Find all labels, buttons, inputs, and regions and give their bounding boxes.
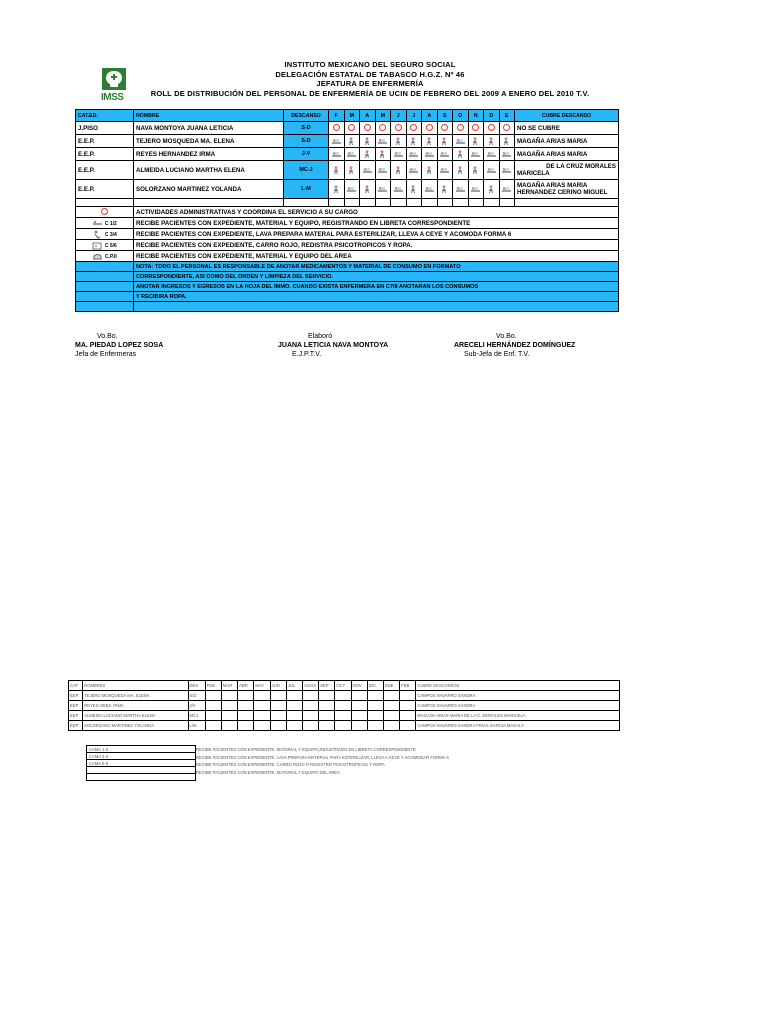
nurse-icon [362, 137, 373, 146]
legend-text: RECIBE PACIENTES CON EXPEDIENTE, CARRO ROJO, REDISTRA PSICOTROPICOS Y ROPA. [134, 240, 619, 251]
lower-name-cell: SOLORZANO MARTINEZ YOLANDA [83, 721, 188, 731]
admin-circle-icon [441, 124, 448, 131]
admin-circle-icon [426, 124, 433, 131]
month-icon-cell [344, 135, 360, 148]
lower-header-cell: FEB [400, 681, 416, 691]
col-header-month: O [453, 110, 469, 122]
month-icon-cell [360, 161, 376, 180]
signature-name: JUANA LETICIA NAVA MONTOYA [278, 342, 389, 349]
lower-rest-cell: MCJ [188, 711, 205, 721]
lower-legend-text: RECIBE PACIENTES CON EXPEDIENTE, LAVA PREPARA MATERIAL PARA ESTERILIZAR, LLEVA A CEYE Y ACOMODAR FORMA 6 [196, 754, 449, 760]
roster-header-row [76, 110, 619, 122]
header-delegation: DELEGACIÓN ESTATAL DE TABASCO H.G.Z. Nº 46 [275, 69, 465, 79]
bed-icon [424, 185, 435, 194]
bed-icon [346, 150, 357, 159]
lower-header-cell: DIC [367, 681, 383, 691]
nurse-icon [346, 166, 357, 175]
document-header [140, 60, 600, 98]
lower-header-cell: CAT [69, 681, 83, 691]
cover-cell: MAGAÑA ARIAS MARIA [515, 135, 619, 148]
month-icon-cell [484, 135, 500, 148]
lower-header-cell: MAR [221, 681, 237, 691]
bed-icon [501, 150, 512, 159]
lower-header-cell: JUN [270, 681, 286, 691]
legend-code-text: C 1/2 [104, 220, 117, 227]
lower-header-cell: NOMBRES [83, 681, 188, 691]
name-cell: ALMEIDA LUCIANO MARTHA ELENA [134, 161, 284, 180]
nurse-icon [408, 185, 419, 194]
lower-name-cell: REYES HDEZ. IRMA [83, 701, 188, 711]
legend-code-text: C 3/4 [104, 231, 117, 238]
lower-table-row [69, 721, 620, 731]
legend-code [76, 229, 134, 240]
signature-label: Elaboró [308, 333, 333, 340]
signature-block [75, 332, 163, 359]
lower-rest-cell: S/D [188, 691, 205, 701]
month-icon-cell [422, 180, 438, 199]
lower-header-cell: OCT [335, 681, 351, 691]
spacer-row [76, 199, 619, 207]
admin-circle-icon [333, 124, 340, 131]
logo-text: IMSS [101, 92, 124, 103]
bed-icon [377, 185, 388, 194]
col-header-cover: CUBRE DESCANSO [515, 110, 619, 122]
month-icon-cell [422, 161, 438, 180]
lower-legend-text: RECIBE PACIENTES CON EXPEDIENTE, CARRO ROJO O REGISTRO PSICOTROPICOS Y ROPA [196, 762, 385, 767]
month-icon-cell [344, 148, 360, 161]
signature-block [278, 332, 388, 359]
lower-header-cell: SEP [319, 681, 335, 691]
cat-cell: E.E.P. [76, 135, 134, 148]
admin-circle-icon [503, 124, 510, 131]
nurse-icon [424, 166, 435, 175]
lower-header-cell: ENE [383, 681, 399, 691]
legend-row [76, 240, 619, 251]
legend-code [76, 218, 134, 229]
bed-icon [393, 185, 404, 194]
lower-rest-cell: L/M [188, 721, 205, 731]
nurse-icon [362, 185, 373, 194]
signature-role: Sub-Jefa de Enf. T.V. [464, 351, 530, 358]
lower-legend-text: RECIBE PACIENTES CON EXPEDIENTE, MATERIAL Y EQUIPO DEL AREA [196, 769, 340, 775]
month-icon-cell [499, 135, 515, 148]
bed-icon [92, 219, 103, 228]
legend-text: ACTIVIDADES ADMINISTRATIVAS Y COORDINA EL SERVICIO A SU CARGO [134, 207, 619, 218]
month-icon-cell [360, 135, 376, 148]
month-icon-cell [437, 161, 453, 180]
nurse-icon [486, 137, 497, 146]
bed-icon [486, 150, 497, 159]
bed-icon [377, 166, 388, 175]
legend-row [76, 229, 619, 240]
nurse-icon [455, 150, 466, 159]
month-icon-cell [468, 161, 484, 180]
col-header-month: M [375, 110, 391, 122]
bed-icon [439, 166, 450, 175]
admin-circle-icon [395, 124, 402, 131]
cat-cell: E.E.P. [76, 148, 134, 161]
lower-legend-code [87, 774, 196, 781]
lower-cover-cell: MAGAÑA ARIAS MARIA DE LA C. MORALES MARICELA [416, 711, 620, 721]
lower-legend-code: CAMA 5-6 [87, 760, 196, 767]
month-icon-cell [499, 161, 515, 180]
col-header-cat: CAT.ED. [76, 110, 134, 122]
lower-cat-cell: EEP [69, 691, 83, 701]
lower-roster-table [68, 680, 620, 731]
month-icon-cell [499, 180, 515, 199]
note-row [76, 272, 619, 282]
cat-cell: J.PISO [76, 122, 134, 135]
month-icon-cell [437, 180, 453, 199]
col-header-month: A [422, 110, 438, 122]
rest-cell: S-D [284, 122, 329, 135]
legend-code [76, 240, 134, 251]
admin-circle-icon [379, 124, 386, 131]
month-icon-cell [329, 122, 345, 135]
bed-icon [331, 137, 342, 146]
roster-table [75, 109, 619, 312]
signature-label: Vo.Bo. [496, 333, 517, 340]
lower-table-row [69, 711, 620, 721]
imss-logo [96, 66, 132, 104]
nurse-icon [346, 137, 357, 146]
cat-cell: E.E.P. [76, 180, 134, 199]
nurse-icon [408, 137, 419, 146]
month-icon-cell [484, 148, 500, 161]
month-icon-cell [344, 122, 360, 135]
lower-header-cell: NOV [351, 681, 367, 691]
bed-icon [486, 166, 497, 175]
cover-cell: NO SE CUBRE [515, 122, 619, 135]
note-text: CORRESPONDIENTE, ASI COMO DEL ORDEN Y LIMPIEZA DEL SERVICIO. [134, 272, 619, 282]
header-department: JEFATURA DE ENFERMERÍA [316, 79, 424, 88]
legend-text: RECIBE PACIENTES CON EXPEDIENTE, MATERIAL Y EQUIPO DEL AREA [134, 251, 619, 262]
col-header-month: M [344, 110, 360, 122]
col-header-name: NOMBRE [134, 110, 284, 122]
signatures [75, 332, 635, 372]
bed-icon [408, 166, 419, 175]
month-icon-cell [453, 161, 469, 180]
name-cell: REYES HERNANDEZ IRMA [134, 148, 284, 161]
nurse-icon [393, 137, 404, 146]
col-header-month: E [499, 110, 515, 122]
bed-icon [470, 150, 481, 159]
month-icon-cell [422, 148, 438, 161]
lower-cat-cell: EEP [69, 711, 83, 721]
lower-header-cell: CUBRE DESCANSOS [416, 681, 620, 691]
lower-cover-cell: CAMPOS NAVARRO SANDRA [416, 701, 620, 711]
cover-cell: MAGAÑA ARIAS MARIA [515, 148, 619, 161]
col-header-month: F [329, 110, 345, 122]
month-icon-cell [375, 148, 391, 161]
lower-name-cell: ALMEIDA LUCIANO MARTHA ELENA [83, 711, 188, 721]
month-icon-cell [468, 135, 484, 148]
month-icon-cell [484, 122, 500, 135]
cover-line: MAGAÑA ARIAS MARIA [517, 182, 588, 189]
lower-header-cell: FEB [205, 681, 221, 691]
col-header-month: A [360, 110, 376, 122]
cover-line: HERNANDEZ CERINO MIGUEL [517, 189, 608, 196]
name-cell: SOLORZANO MARTINEZ YOLANDA [134, 180, 284, 199]
rest-cell: MC-J [284, 161, 329, 180]
lower-cover-cell: CAMPOS NAVARRO SANDRA [416, 691, 620, 701]
nurse-icon [501, 137, 512, 146]
lower-cat-cell: EEP [69, 721, 83, 731]
cover-cell [515, 180, 619, 199]
month-icon-cell [406, 148, 422, 161]
month-icon-cell [468, 180, 484, 199]
month-icon-cell [422, 122, 438, 135]
month-icon-cell [391, 161, 407, 180]
month-icon-cell [468, 122, 484, 135]
legend-row [76, 218, 619, 229]
lower-rest-cell: J/V [188, 701, 205, 711]
month-icon-cell [453, 135, 469, 148]
header-institute: INSTITUTO MEXICANO DEL SEGURO SOCIAL [284, 60, 456, 69]
bed-icon [424, 150, 435, 159]
table-row [76, 180, 619, 199]
note-row [76, 282, 619, 292]
table-row [76, 122, 619, 135]
lower-name-cell: TEJERO MOSQUEDA MA. ELENA [83, 691, 188, 701]
bed-icon [439, 150, 450, 159]
nurse-icon [439, 137, 450, 146]
bed-icon [331, 150, 342, 159]
legend-row [76, 207, 619, 218]
nurse-icon [470, 166, 481, 175]
month-icon-cell [344, 180, 360, 199]
month-icon-cell [360, 180, 376, 199]
incubator-icon [92, 252, 103, 261]
month-icon-cell [468, 148, 484, 161]
col-header-month: S [437, 110, 453, 122]
nurse-icon [331, 166, 342, 175]
month-icon-cell [391, 135, 407, 148]
admin-circle-icon [472, 124, 479, 131]
nurse-icon [92, 230, 103, 239]
crib-icon [92, 241, 103, 250]
month-icon-cell [484, 180, 500, 199]
rest-cell: L-M [284, 180, 329, 199]
note-row [76, 302, 619, 312]
note-row [76, 292, 619, 302]
col-header-month: J [391, 110, 407, 122]
month-icon-cell [344, 161, 360, 180]
month-icon-cell [375, 180, 391, 199]
lower-legend-code: CAMA 3-4 [87, 753, 196, 760]
nurse-icon [470, 137, 481, 146]
month-icon-cell [499, 148, 515, 161]
name-cell: NAVA MONTOYA JUANA LETICIA [134, 122, 284, 135]
bed-icon [362, 166, 373, 175]
month-icon-cell [391, 148, 407, 161]
signature-role: Jefa de Enfermeras [75, 351, 137, 358]
month-icon-cell [437, 122, 453, 135]
month-icon-cell [484, 161, 500, 180]
table-row [76, 148, 619, 161]
month-icon-cell [360, 148, 376, 161]
rest-cell: J-V [284, 148, 329, 161]
lower-legend-code: CAMA 1-2 [87, 746, 196, 753]
header-title: ROLL DE DISTRIBUCIÓN DEL PERSONAL DE ENFERMERÍA DE UCIN DE FEBRERO DEL 2009 A ENERO DEL 2010 T.V. [150, 88, 590, 98]
nurse-icon [377, 150, 388, 159]
admin-circle-icon [488, 124, 495, 131]
nurse-icon [455, 166, 466, 175]
month-icon-cell [329, 180, 345, 199]
note-text: Y RECIBIRA ROPA. [134, 292, 619, 302]
lower-cat-cell: EEP [69, 701, 83, 711]
month-icon-cell [391, 180, 407, 199]
bed-icon [455, 185, 466, 194]
legend-text: RECIBE PACIENTES CON EXPEDIENTE, MATERIAL Y EQUIPO, REGISTRANDO EN LIBRETA CORRESPONDIENTE [134, 218, 619, 229]
month-icon-cell [406, 161, 422, 180]
signature-name: ARECELI HERNÁNDEZ DOMÍNGUEZ [454, 342, 576, 349]
admin-circle-icon [364, 124, 371, 131]
legend-text: RECIBE PACIENTES CON EXPEDIENTE, LAVA PREPARA MATERAL PARA ESTERILIZAR, LLEVA A CEYE Y ACOMODA FORMA 6 [134, 229, 619, 240]
note-row [76, 262, 619, 272]
nurse-icon [486, 185, 497, 194]
signature-block [454, 332, 575, 359]
admin-circle-icon [457, 124, 464, 131]
note-text: ANOTAR INGRESOS Y EGRESOS EN LA HOJA DEL IMMO. CUANDO EXISTA ENFERMERA EN C7/8 ANOTARAN LOS CONSUMOS [134, 282, 619, 292]
lower-table-row [69, 701, 620, 711]
month-icon-cell [499, 122, 515, 135]
cover-line: DE LA CRUZ MORALES [546, 163, 616, 170]
admin-circle-icon [101, 208, 108, 215]
lower-header-cell: JUL [286, 681, 302, 691]
lower-header-cell: DES [188, 681, 205, 691]
signature-name: MA. PIEDAD LOPEZ SOSA [75, 342, 164, 349]
lower-legend-texts [196, 746, 449, 776]
month-icon-cell [375, 122, 391, 135]
bed-icon [393, 150, 404, 159]
lower-header-cell: MAY [254, 681, 270, 691]
table-row [76, 161, 619, 180]
cover-cell [515, 161, 619, 180]
nurse-icon [424, 137, 435, 146]
month-icon-cell [453, 148, 469, 161]
lower-cover-cell: CAMPOS NAVARRO SANDRA FRIAS GARCIA MAGALY [416, 721, 620, 731]
col-header-month: D [484, 110, 500, 122]
bed-icon [501, 185, 512, 194]
month-icon-cell [406, 135, 422, 148]
note-text: NOTA: TODO EL PERSONAL ES RESPONSABLE DE ANOTAR MEDICAMENTOS Y MATERIAL DE CONSUMO EN FORMATO [134, 262, 619, 272]
bed-icon [377, 137, 388, 146]
month-icon-cell [375, 135, 391, 148]
legend-code [76, 207, 134, 218]
month-icon-cell [375, 161, 391, 180]
lower-legend-text: RECIBE PACIENTES CON EXPEDIENTE, MATERIAL Y EQUIPO,REGISTRADO EN LIBRETA CORRESPONDIENTE [196, 747, 416, 752]
month-icon-cell [437, 148, 453, 161]
month-icon-cell [453, 180, 469, 199]
signature-role: E.J.P.T.V. [292, 351, 322, 358]
lower-header-row [69, 681, 620, 691]
admin-circle-icon [410, 124, 417, 131]
legend-code-text: C 5/6 [104, 242, 117, 249]
lower-table-row [69, 691, 620, 701]
bed-icon [408, 150, 419, 159]
admin-circle-icon [348, 124, 355, 131]
rest-cell: S-D [284, 135, 329, 148]
nurse-icon [362, 150, 373, 159]
col-header-month: N [468, 110, 484, 122]
legend-row [76, 251, 619, 262]
name-cell: TEJERO MOSQUEDA MA. ELENA [134, 135, 284, 148]
nurse-icon [439, 185, 450, 194]
cover-line: MARICELA [517, 170, 550, 177]
signature-label: Vo.Bo. [97, 333, 118, 340]
table-row [76, 135, 619, 148]
month-icon-cell [329, 135, 345, 148]
cat-cell: E.E.P. [76, 161, 134, 180]
month-icon-cell [329, 161, 345, 180]
col-header-rest: DESCANSO [284, 110, 329, 122]
month-icon-cell [360, 122, 376, 135]
nurse-icon [331, 185, 342, 194]
bed-icon [455, 137, 466, 146]
lower-header-cell: ABR [238, 681, 254, 691]
lower-legend-code [87, 767, 196, 774]
bed-icon [470, 185, 481, 194]
month-icon-cell [391, 122, 407, 135]
month-icon-cell [453, 122, 469, 135]
month-icon-cell [406, 122, 422, 135]
month-icon-cell [437, 135, 453, 148]
legend-code [76, 251, 134, 262]
month-icon-cell [406, 180, 422, 199]
nurse-icon [393, 166, 404, 175]
lower-legend-table [86, 745, 196, 781]
col-header-month: J [406, 110, 422, 122]
lower-header-cell: AGOS [302, 681, 318, 691]
month-icon-cell [422, 135, 438, 148]
legend-code-text: C.P.II [104, 253, 117, 260]
month-icon-cell [329, 148, 345, 161]
bed-icon [501, 166, 512, 175]
bed-icon [346, 185, 357, 194]
